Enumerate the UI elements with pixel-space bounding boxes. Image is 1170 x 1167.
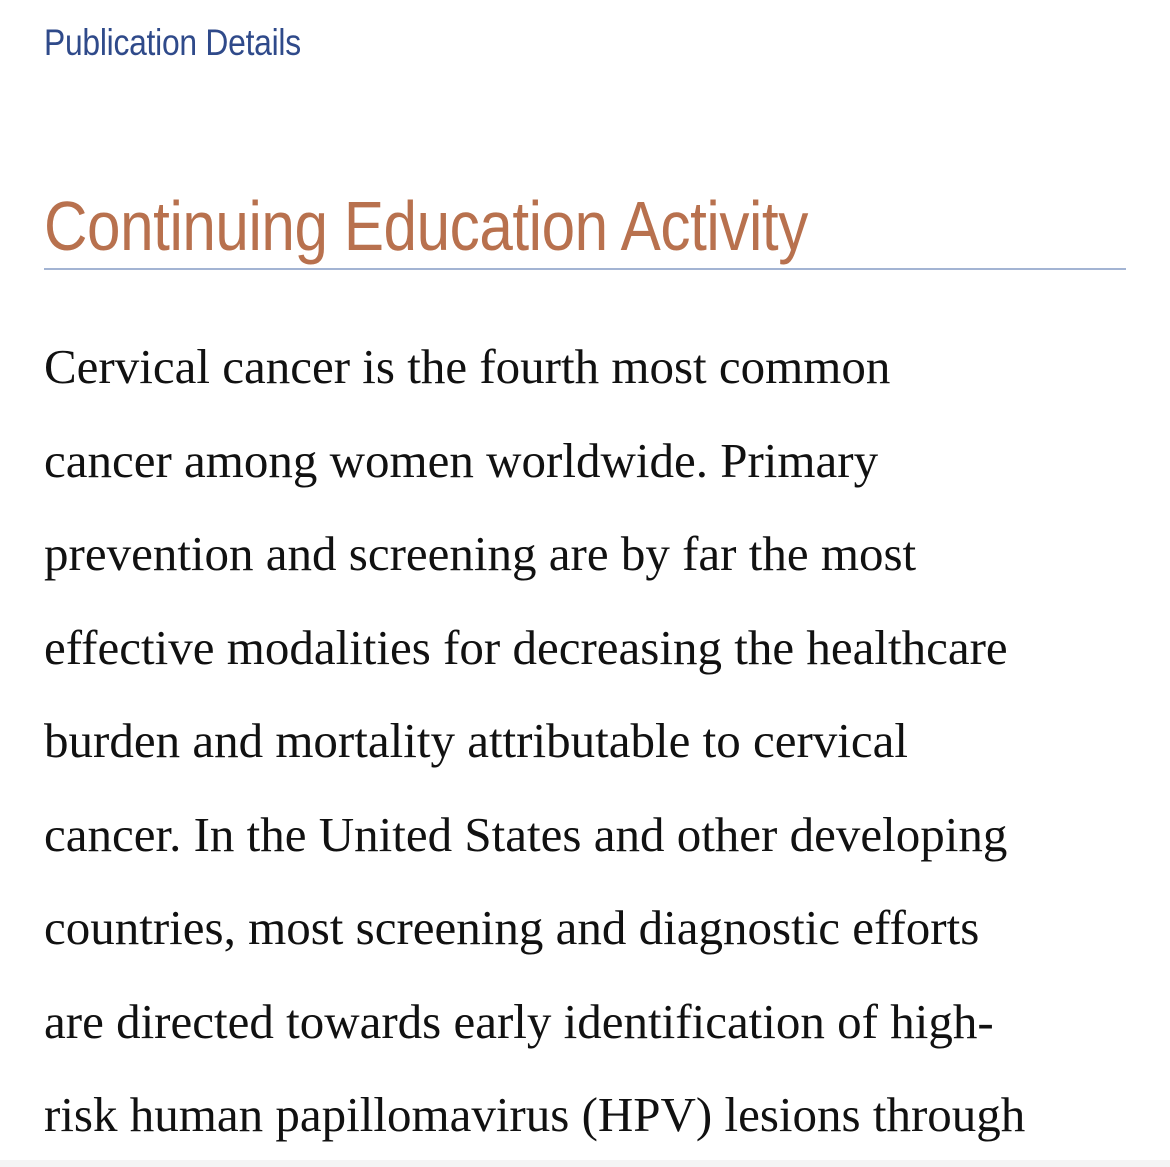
section-paragraph [44,320,1126,1162]
paragraph-line: prevention and screening are by far the most [44,526,917,581]
bottom-edge [0,1160,1170,1167]
paragraph-line: risk human papillomavirus (HPV) lesions through [44,1087,1026,1142]
paragraph-line: effective modalities for decreasing the healthcare [44,619,1008,675]
paragraph-line: are directed towards early identification of high- [44,993,994,1049]
heading-divider [44,268,1126,270]
paragraph-line: burden and mortality attributable to cervical [44,713,908,768]
paragraph-line: Cervical cancer is the fourth most common [44,339,891,394]
paragraph-line: cancer among women worldwide. Primary [44,432,879,488]
paragraph-line: cancer. In the United States and other developing [44,806,1008,862]
section-heading: Continuing Education Activity [44,187,808,265]
publication-details-link[interactable]: Publication Details [44,22,301,63]
paragraph-line: countries, most screening and diagnostic efforts [44,900,980,955]
